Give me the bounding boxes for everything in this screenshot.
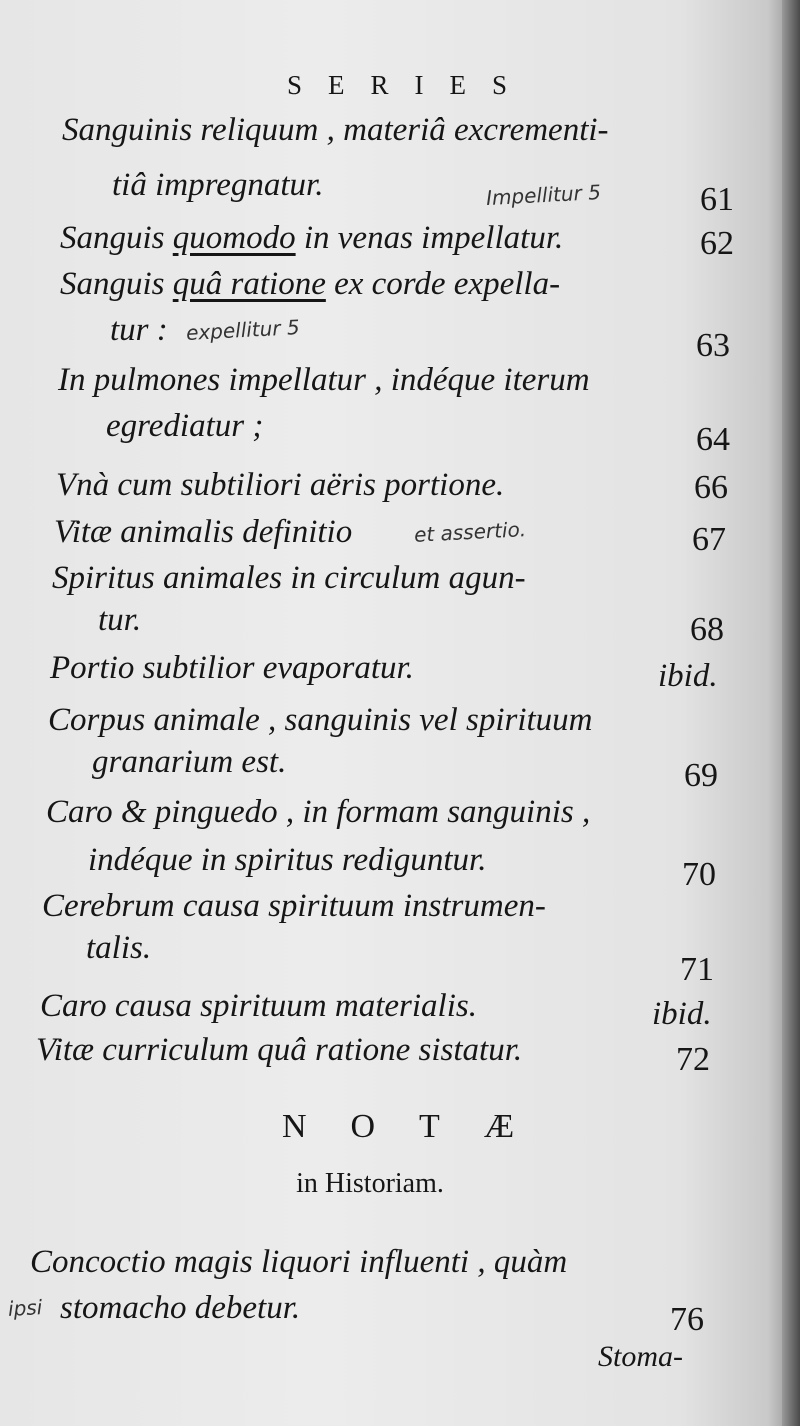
page-number: 64 <box>696 421 730 458</box>
entry-line: egrediatur ; <box>106 408 264 444</box>
entry-text-part: Sanguis <box>60 220 173 256</box>
page-number: 61 <box>700 181 734 218</box>
entry-line: In pulmones impellatur , indéque iterum <box>58 362 590 398</box>
entry-line <box>60 264 560 304</box>
page-number: 62 <box>700 225 734 262</box>
page-number: 71 <box>680 951 714 988</box>
underlined-phrase: quâ ratione <box>172 266 326 302</box>
page-number: 69 <box>684 757 718 794</box>
handwritten-annotation: Impellitur 5 <box>485 180 602 210</box>
page-number: 67 <box>692 521 726 558</box>
page-number: ibid. <box>652 996 712 1032</box>
entry-text-part: in venas impellatur. <box>295 220 564 256</box>
entry-line: Caro causa spirituum materialis. <box>40 988 477 1024</box>
underlined-word: quomodo <box>172 220 296 256</box>
catchword: Stoma- <box>598 1340 683 1373</box>
section-heading: NOTÆ <box>281 1108 559 1145</box>
page-number: 63 <box>696 327 730 364</box>
handwritten-annotation: et assertio. <box>413 517 527 547</box>
handwritten-margin-annotation: ipsi <box>7 1295 43 1321</box>
page-number: 66 <box>694 469 728 506</box>
entry-line: Vitæ curriculum quâ ratione sistatur. <box>36 1032 523 1068</box>
entry-text-part: ex corde expella- <box>325 266 561 302</box>
entry-line: tur. <box>98 602 142 638</box>
entry-line: Spiritus animales in circulum agun- <box>52 560 526 596</box>
entry-line: Sanguinis reliquum , materiâ excrementi- <box>62 112 609 148</box>
section-subheading: in Historiam. <box>296 1168 444 1199</box>
page-number: 70 <box>682 856 716 893</box>
entry-line: tur : <box>110 312 168 348</box>
entry-line: talis. <box>86 930 152 966</box>
entry-text-part: Sanguis <box>60 266 173 302</box>
entry-line: Portio subtilior evaporatur. <box>50 650 414 686</box>
entry-line: Concoctio magis liquori influenti , quàm <box>30 1244 568 1280</box>
running-head: SERIES <box>286 70 534 100</box>
entry-line: Vnà cum subtiliori aëris portione. <box>56 467 505 503</box>
entry-line: Corpus animale , sanguinis vel spirituum <box>48 702 593 738</box>
page-number: ibid. <box>658 658 718 694</box>
entry-line: stomacho debetur. <box>60 1290 301 1326</box>
entry-line: Vitæ animalis definitio <box>54 514 353 550</box>
entry-line <box>60 218 563 258</box>
page-number: 76 <box>670 1301 704 1338</box>
page-number: 72 <box>676 1041 710 1078</box>
entry-line: granarium est. <box>92 744 287 780</box>
page-number: 68 <box>690 611 724 648</box>
handwritten-annotation: expellitur 5 <box>185 315 301 345</box>
entry-line: Caro & pinguedo , in formam sanguinis , <box>46 794 591 830</box>
entry-line: tiâ impregnatur. <box>112 167 324 203</box>
entry-line: indéque in spiritus rediguntur. <box>88 842 487 878</box>
entry-line: Cerebrum causa spirituum instrumen- <box>42 888 546 924</box>
